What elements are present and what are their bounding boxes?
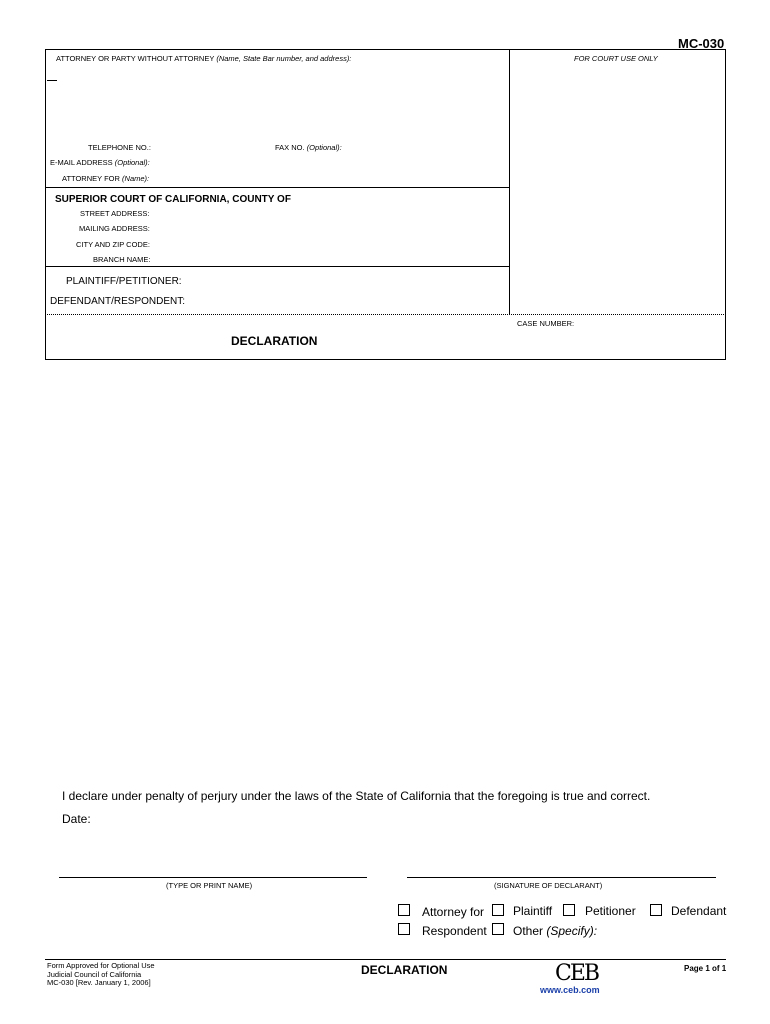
footer-rule [45,959,726,960]
court-title: SUPERIOR COURT OF CALIFORNIA, COUNTY OF [55,194,291,205]
defendant-checkbox[interactable] [650,904,662,916]
attorney-for-label-text: ATTORNEY FOR [62,174,120,183]
street-address-label: STREET ADDRESS: [80,209,150,218]
other-option-text: Other [513,924,544,938]
city-zip-label: CITY AND ZIP CODE: [76,240,150,249]
document-title: DECLARATION [231,334,318,348]
print-name-line[interactable] [59,877,367,878]
divider-court-parties [45,266,509,267]
divider-attorney-court [45,187,509,188]
attorney-for-label-note: (Name): [122,174,150,183]
email-label-note: (Optional): [114,158,150,167]
other-option-note: (Specify): [546,924,598,938]
attorney-label [56,54,351,63]
telephone-label: TELEPHONE NO.: [88,143,151,152]
fax-label [275,143,342,152]
plaintiff-option-label: Plaintiff [513,904,553,918]
other-option-label [513,924,597,938]
email-label-text: E-MAIL ADDRESS [50,158,113,167]
other-checkbox[interactable] [492,923,504,935]
case-number-label: CASE NUMBER: [517,319,575,328]
email-label [50,158,150,167]
declaration-body[interactable] [45,362,726,782]
attorney-for-checkbox[interactable] [398,904,410,916]
respondent-checkbox[interactable] [398,923,410,935]
signature-line[interactable] [407,877,716,878]
plaintiff-checkbox[interactable] [492,904,504,916]
petitioner-checkbox[interactable] [563,904,575,916]
fax-label-text: FAX NO. [275,143,305,152]
defendant-option-label: Defendant [671,904,727,918]
attorney-entry-mark [47,80,57,81]
defendant-label: DEFENDANT/RESPONDENT: [50,296,186,307]
court-use-label: FOR COURT USE ONLY [574,54,658,63]
petitioner-option-label: Petitioner [585,904,636,918]
divider-parties-title [45,314,726,315]
caption-column-divider [509,49,510,314]
approval-line-2: Judicial Council of California [47,969,142,979]
ceb-logo: CEB [555,961,599,986]
approval-line-1: Form Approved for Optional Use [47,961,155,970]
footer-title: DECLARATION [361,963,448,977]
signature-caption: (SIGNATURE OF DECLARANT) [494,881,603,890]
attorney-label-text: ATTORNEY OR PARTY WITHOUT ATTORNEY [56,54,215,63]
print-name-caption: (TYPE OR PRINT NAME) [166,881,253,890]
attorney-for-label [62,174,149,183]
respondent-option-label: Respondent [422,924,487,938]
approval-line-3: MC-030 [Rev. January 1, 2006] [47,978,151,987]
branch-name-label: BRANCH NAME: [93,255,151,264]
form-approval [47,962,155,988]
attorney-for-option-label: Attorney for [422,905,485,919]
date-label: Date: [62,812,91,826]
attorney-label-note: (Name, State Bar number, and address): [216,54,352,63]
plaintiff-label: PLAINTIFF/PETITIONER: [66,276,182,287]
perjury-statement: I declare under penalty of perjury under the laws of the State of California that the foregoing is true and correct. [62,789,651,803]
form-number: MC-030 [678,36,725,51]
mailing-address-label: MAILING ADDRESS: [79,224,150,233]
fax-label-note: (Optional): [306,143,342,152]
page-number: Page 1 of 1 [684,964,727,973]
ceb-website-link[interactable]: www.ceb.com [540,985,600,995]
